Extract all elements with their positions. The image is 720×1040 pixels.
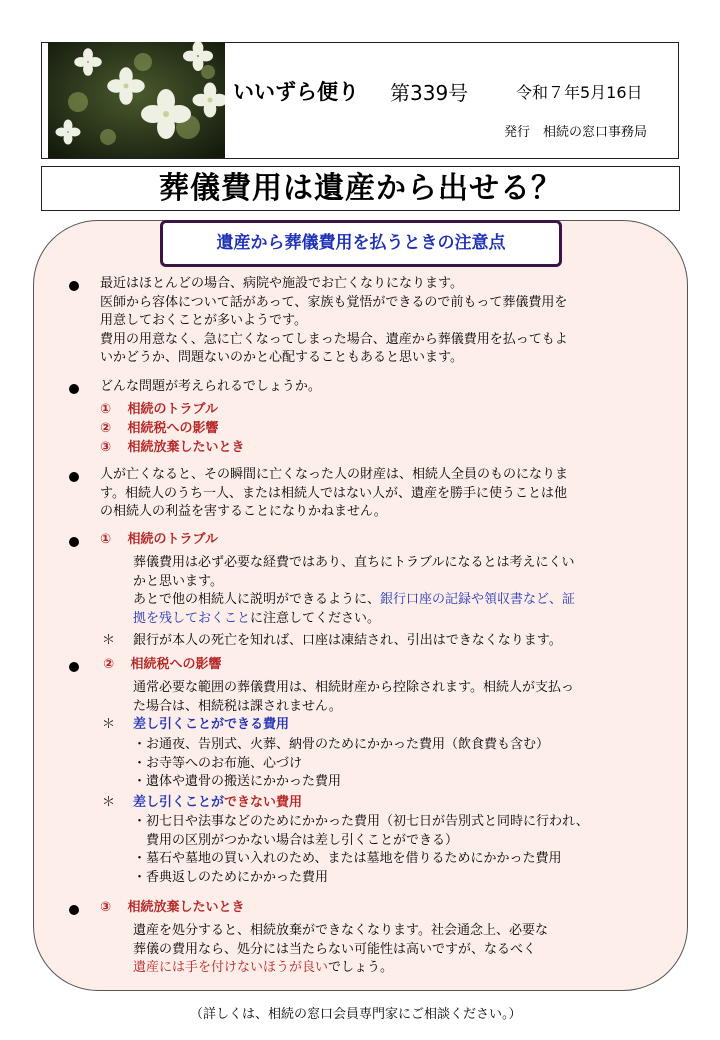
estate-text	[100, 466, 568, 522]
bullet-icon	[69, 472, 79, 482]
non-deductible-heading	[133, 794, 302, 813]
section-num: ③	[100, 900, 112, 915]
body-line: た場合は、相続税は課されません。	[133, 698, 342, 714]
note-mark: ＊	[102, 633, 116, 648]
body-line	[133, 591, 575, 610]
body-line: 遺産を処分すると、相続放棄ができなくなります。社会通念上、必要な	[133, 923, 548, 938]
section-num: ②	[103, 657, 115, 672]
intro-line: いかどうか、問題ないのかと心配することもあると思います。	[100, 350, 463, 365]
problem-label: 相続放棄したいとき	[127, 440, 245, 455]
body-line: かと思います。	[133, 573, 223, 589]
section-title: 相続税への影響	[130, 657, 222, 672]
section3-heading	[100, 899, 245, 918]
footer-note: （詳しくは、相続の窓口会員専門家にご相談ください。）	[190, 1007, 522, 1022]
bullet-icon	[69, 384, 79, 394]
deductible-heading: 差し引くことができる費用	[133, 717, 290, 732]
problem-label: 相続のトラブル	[127, 402, 219, 417]
problems-lead: どんな問題が考えられるでしょうか。	[100, 379, 321, 394]
newsletter-name: いいずら便り	[233, 80, 359, 104]
section2-body	[133, 679, 574, 716]
issue-number: 第339号	[390, 81, 469, 105]
section2-heading	[103, 656, 222, 675]
note-mark: ＊	[102, 717, 116, 732]
intro-text	[100, 275, 568, 368]
list-item: ・初七日や法事などのためにかかった費用（初七日が告別式と同時に行われ、	[133, 814, 589, 829]
note-mark: ＊	[102, 795, 116, 810]
section-title: 相続のトラブル	[127, 532, 219, 547]
intro-line: 医師から容体について話があって、家族も覚悟ができるので前もって葬儀費用を	[100, 294, 568, 310]
body-text: に注意してください。	[250, 610, 381, 626]
body-text: でしょう。	[328, 960, 394, 975]
section1-heading	[100, 531, 218, 550]
bullet-icon	[69, 662, 79, 672]
section-num: ①	[100, 532, 112, 547]
bullet-icon	[69, 905, 79, 915]
estate-line: す。相続人のうち一人、または相続人ではない人が、遺産を勝手に使うことは他	[100, 485, 567, 501]
list-item: ・墓石や墓地の買い入れのため、または墓地を借りるためにかかった費用	[133, 851, 562, 866]
list-item: ・お通夜、告別式、火葬、納骨のためにかかった費用（飲食費も含む）	[133, 737, 550, 752]
problem-item-1	[100, 401, 218, 420]
highlight-text: 遺産には手を付けないほうが良い	[133, 960, 329, 975]
highlight-text: 銀行口座の記録や領収書など、証	[380, 592, 576, 607]
estate-line: 人が亡くなると、その瞬間に亡くなった人の財産は、相続人全員のものになりま	[100, 467, 569, 482]
bullet-icon	[69, 281, 79, 291]
body-line: 葬儀の費用なら、処分には当たらない可能性は高いですが、なるべく	[133, 941, 537, 957]
issue-date: 令和７年5月16日	[516, 83, 643, 102]
body-line	[133, 610, 575, 629]
section1-note: 銀行が本人の死亡を知れば、口座は凍結され、引出はできなくなります。	[133, 633, 562, 648]
intro-line: 費用の用意なく、急に亡くなってしまった場合、遺産から葬儀費用を払ってもよ	[100, 331, 568, 347]
problem-num: ③	[100, 440, 112, 455]
heading-text: できない費用	[224, 795, 303, 810]
body-line: 葬儀費用は必ず必要な経費ではあり、直ちにトラブルになるとは考えにくい	[133, 555, 575, 570]
list-item: ・お寺等へのお布施、心づけ	[133, 755, 303, 771]
problem-num: ②	[100, 421, 112, 436]
problem-item-2	[100, 420, 219, 439]
list-item: ・香典返しのためにかかった費用	[133, 869, 329, 885]
hydrangea-photo	[48, 42, 225, 158]
highlight-text: 拠を残しておくこと	[133, 610, 251, 626]
problem-item-3	[100, 439, 245, 458]
section1-body	[133, 554, 575, 628]
estate-line: の相続人の利益を害することになりかねません。	[100, 504, 387, 519]
deductible-list	[133, 736, 549, 792]
body-line: 通常必要な範囲の葬儀費用は、相続財産から控除されます。相続人が支払っ	[133, 680, 574, 695]
page-title: 葬儀費用は遺産から出せる？	[41, 166, 680, 211]
heading-text: 差し引くことが	[133, 795, 225, 810]
problem-label: 相続税への影響	[127, 421, 219, 436]
subtitle: 遺産から葬儀費用を払うときの注意点	[160, 220, 562, 267]
list-item: 費用の区別がつかない場合は差し引くことができる）	[133, 832, 459, 848]
problem-num: ①	[100, 402, 112, 417]
list-item: ・遺体や遺骨の搬送にかかった費用	[133, 774, 342, 789]
bullet-icon	[69, 537, 79, 547]
intro-line: 最近はほとんどの場合、病院や施設でお亡くなりになります。	[100, 276, 463, 291]
publisher: 発行 相続の窓口事務局	[504, 125, 648, 140]
intro-line: 用意しておくことが多いようです。	[100, 313, 307, 328]
body-line	[133, 959, 548, 978]
section-title: 相続放棄したいとき	[127, 900, 245, 915]
section3-body	[133, 922, 548, 978]
body-text: あとで他の相続人に説明ができるように、	[133, 592, 381, 607]
non-deductible-list	[133, 813, 589, 887]
